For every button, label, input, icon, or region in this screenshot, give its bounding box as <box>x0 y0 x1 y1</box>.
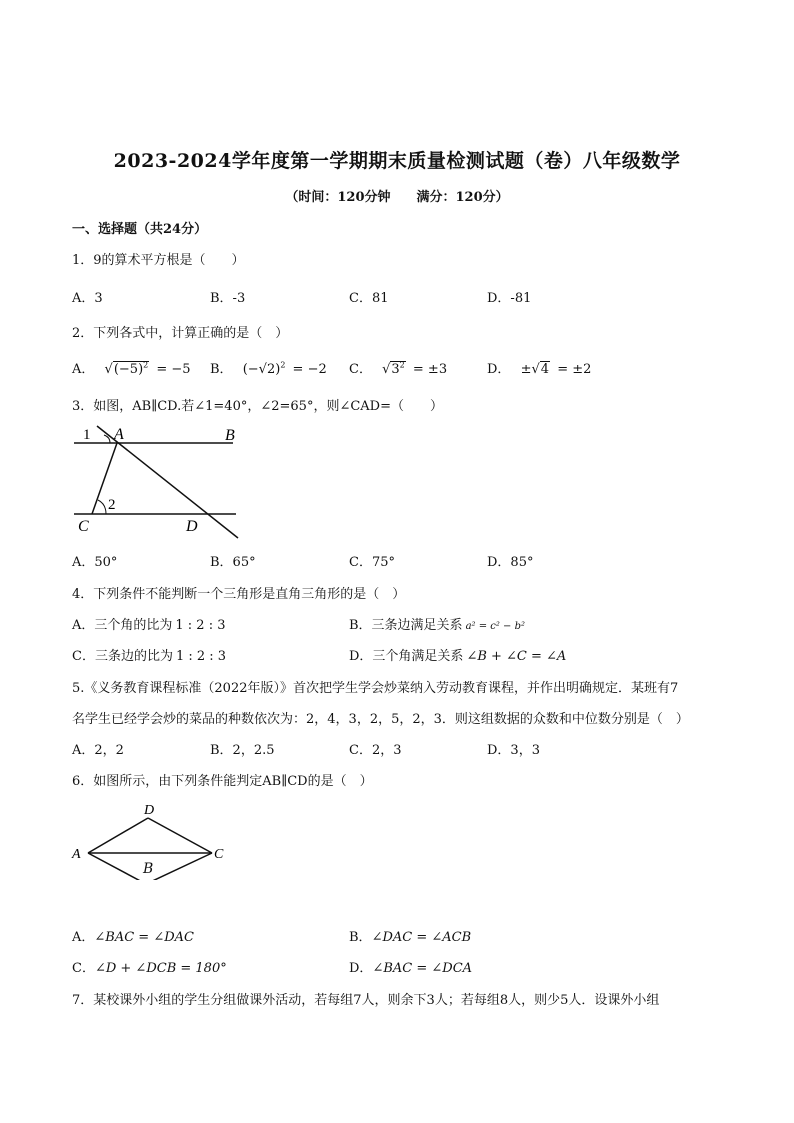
q2-option-b-label: B． <box>210 362 233 377</box>
q4-option-d-text: D．三个角满足关系 <box>349 649 464 664</box>
q4-option-a-math: 1 : 2 : 3 <box>175 618 226 633</box>
question-1-stem: 1．9的算术平方根是（ ） <box>72 253 245 268</box>
label-a: A <box>72 847 81 862</box>
q6-option-c-math: ∠D + ∠DCB = 180° <box>94 961 227 976</box>
q6-option-a <box>72 926 194 945</box>
parallel-lines-figure <box>70 420 245 545</box>
q6-option-c-label: C． <box>72 961 95 976</box>
q2-a-rhs: = −5 <box>156 362 191 377</box>
q6-option-a-math: ∠BAC = ∠DAC <box>94 930 194 945</box>
q1-option-b: B．-3 <box>210 291 246 306</box>
q2-option-a: A． $√(-5)^2 = -5$ <box>72 360 191 377</box>
q4-option-d <box>349 645 566 664</box>
q3-option-b: B．65° <box>210 555 256 570</box>
q2-b-exp: 2 <box>280 360 286 370</box>
q2-d-inner: 4 <box>540 362 550 377</box>
label-c: C <box>78 518 89 535</box>
q6-option-d-math: ∠BAC = ∠DCA <box>372 961 473 976</box>
q2-option-a-label: A． <box>72 362 95 377</box>
label-d: D <box>144 803 155 818</box>
q2-b-rhs: = −2 <box>292 362 327 377</box>
q6-option-d-label: D． <box>349 961 373 976</box>
question-5-line-2: 名学生已经学会炒的菜品的种数依次为：2，4，3，2，5，2，3．则这组数据的众数和中位数分别是（ ） <box>72 712 689 727</box>
question-7-stem: 7．某校课外小组的学生分组做课外活动，若每组7人，则余下3人；若每组8人，则少5人．设课外小组 <box>72 993 660 1008</box>
q6-option-a-label: A． <box>72 930 95 945</box>
angle-2-arc <box>98 500 106 514</box>
question-6-stem: 6．如图所示，由下列条件能判定AB∥CD的是（ ） <box>72 774 373 789</box>
q4-option-b-text: B．三条边满足关系 <box>349 618 463 633</box>
q4-option-c <box>72 645 226 664</box>
side-dc <box>148 818 212 853</box>
q1-option-a: A．3 <box>72 291 103 306</box>
time-limit: （时间：120分钟 <box>285 190 391 205</box>
question-3-stem: 3．如图，AB∥CD.若∠1=40°，∠2=65°，则∠CAD=（ ） <box>72 399 443 414</box>
q6-option-b-math: ∠DAC = ∠ACB <box>371 930 472 945</box>
q6-option-b-label: B． <box>349 930 372 945</box>
side-ba <box>88 853 146 880</box>
question-5-line-1: 5.《义务教育课程标准（2022年版）》首次把学生学会炒菜纳入劳动教育课程，并作出明确规定．某班有7 <box>72 681 679 696</box>
label-a: A <box>114 426 124 443</box>
q2-option-c-label: C． <box>349 362 372 377</box>
q3-option-d: D．85° <box>487 555 534 570</box>
side-ad <box>88 818 148 853</box>
q3-option-a: A．50° <box>72 555 118 570</box>
q6-option-c <box>72 957 227 976</box>
q2-a-inner: (−5) <box>113 362 144 377</box>
label-2: 2 <box>108 497 116 513</box>
q2-c-rhs: = ±3 <box>412 362 448 377</box>
side-cb <box>146 853 212 880</box>
q6-option-d <box>349 957 472 976</box>
q4-option-a-text: A．三个角的比为 <box>72 618 173 633</box>
q2-d-pre: ± <box>520 362 532 377</box>
q2-option-b: B． $(-√2)^2 = -2$ <box>210 360 327 377</box>
q1-option-c: C．81 <box>349 291 389 306</box>
q2-d-rhs: = ±2 <box>557 362 592 377</box>
q6-option-b <box>349 926 471 945</box>
question-2-stem: 2．下列各式中，计算正确的是（ ） <box>72 326 289 341</box>
q5-option-a: A．2，2 <box>72 743 124 758</box>
q5-option-d: D．3，3 <box>487 743 540 758</box>
q4-option-c-math: 1 : 2 : 3 <box>175 649 227 664</box>
q4-option-c-text: C．三条边的比为 <box>72 649 173 664</box>
label-b: B <box>225 427 235 444</box>
q3-option-c: C．75° <box>349 555 395 570</box>
q4-option-d-math: ∠B + ∠C = ∠A <box>466 649 567 664</box>
q5-option-c: C．2，3 <box>349 743 402 758</box>
section-heading: 一、选择题（共24分） <box>72 222 208 237</box>
label-c: C <box>214 847 224 862</box>
label-d: D <box>186 518 198 535</box>
q2-c-exp: 2 <box>399 360 405 370</box>
q4-option-b <box>349 614 525 633</box>
q2-a-exp: 2 <box>143 360 149 370</box>
q4-option-a <box>72 614 226 633</box>
q2-c-base: 3 <box>391 362 400 377</box>
q2-option-c: C． $√3^2 = \pm 3$ <box>349 360 448 377</box>
full-score: 满分：120分） <box>416 190 509 205</box>
exam-info <box>0 186 794 205</box>
q2-option-d: D． ±√4 = ±2 <box>487 362 592 377</box>
label-1: 1 <box>83 427 91 443</box>
q2-option-d-label: D． <box>487 362 511 377</box>
q4-option-b-math: a² = c² − b² <box>465 621 526 632</box>
question-4-stem: 4．下列条件不能判断一个三角形是直角三角形的是（ ） <box>72 587 406 602</box>
label-b-text: B <box>143 861 154 877</box>
q1-option-d: D．-81 <box>487 291 532 306</box>
q2-b-inner: −√2 <box>247 362 276 377</box>
q5-option-b: B．2，2.5 <box>210 743 275 758</box>
page-title: 2023-2024学年度第一学期期末质量检测试题（卷）八年级数学 <box>113 150 681 172</box>
